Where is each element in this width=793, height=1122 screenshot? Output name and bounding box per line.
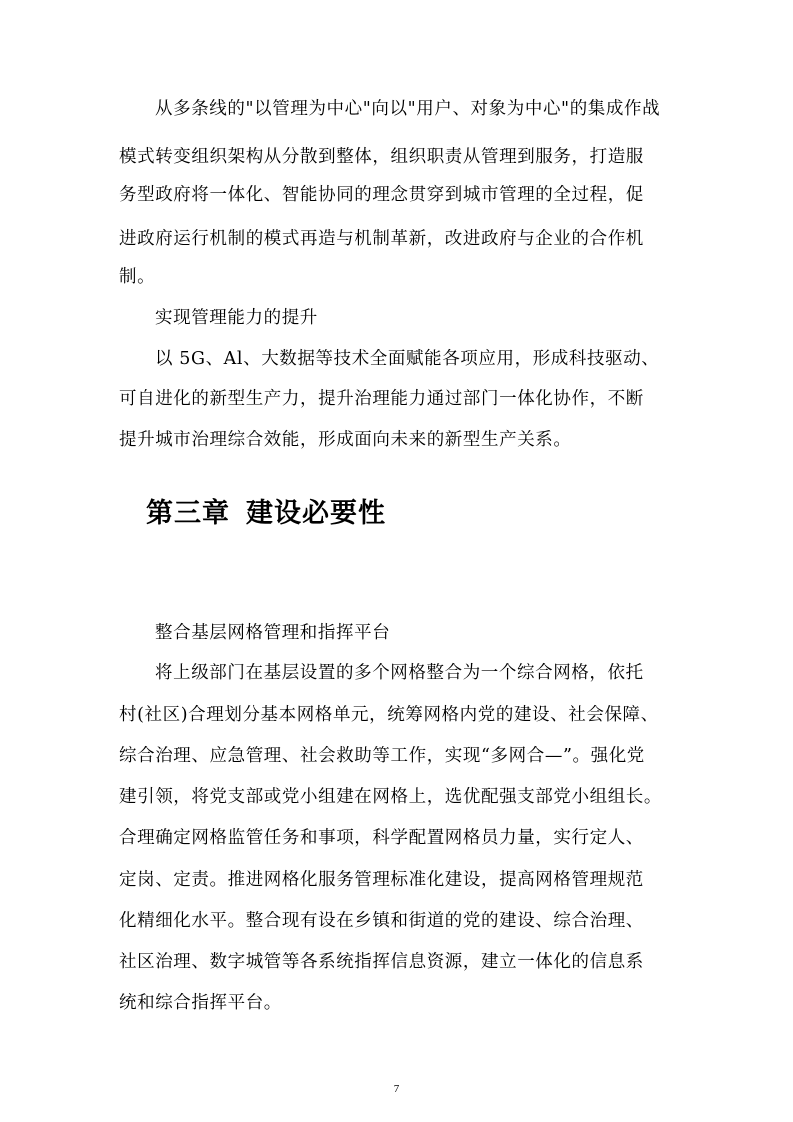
chapter-number: 第三章 (146, 498, 230, 529)
paragraph-line: 提升城市治理综合效能，形成面向未来的新型生产关系。 (119, 430, 572, 450)
paragraph-line: 制。 (119, 267, 156, 287)
paragraph-line: 定岗、定责。推进网格化服务管理标准化建设，提高网格管理规范 (119, 870, 644, 890)
paragraph-line: 村(社区)合理划分基本网格单元，统筹网格内党的建设、社会保障、 (119, 705, 659, 725)
paragraph-line: 合理确定网格监管任务和事项，科学配置网格员力量，实行定人、 (119, 828, 644, 848)
paragraph-line: 统和综合指挥平台。 (119, 993, 282, 1013)
paragraph-line: 建引领，将党支部或党小组建在网格上，选优配强支部党小组组长。 (119, 787, 662, 807)
chapter-heading (146, 496, 386, 532)
paragraph-line: 化精细化水平。整合现有设在乡镇和街道的党的建设、综合治理、 (119, 911, 644, 931)
chapter-title: 建设必要性 (246, 498, 386, 529)
paragraph-line: 可自进化的新型生产力，提升治理能力通过部门一体化协作，不断 (119, 389, 644, 409)
paragraph-line: 进政府运行机制的模式再造与机制革新，改进政府与企业的合作机 (119, 229, 644, 249)
paragraph-line: 模式转变组织架构从分散到整体，组织职责从管理到服务，打造服 (119, 147, 644, 167)
paragraph-line: 社区治理、数字城管等各系统指挥信息资源，建立一体化的信息系 (119, 952, 644, 972)
section-subheading: 实现管理能力的提升 (155, 308, 318, 328)
paragraph-line: 以 5G、Al、大数据等技术全面赋能各项应用，形成科技驱动、 (155, 349, 660, 369)
section-subheading: 整合基层网格管理和指挥平台 (155, 623, 391, 643)
paragraph-line: 从多条线的"以管理为中心"向以"用户、对象为中心"的集成作战 (155, 99, 661, 119)
paragraph-line: 综合治理、应急管理、社会救助等工作，实现“多网合—”。强化党 (119, 746, 645, 766)
paragraph-line: 将上级部门在基层设置的多个网格整合为一个综合网格，依托 (155, 663, 644, 683)
page-number: 7 (393, 1083, 400, 1095)
paragraph-line: 务型政府将一体化、智能协同的理念贯穿到城市管理的全过程，促 (119, 185, 644, 205)
